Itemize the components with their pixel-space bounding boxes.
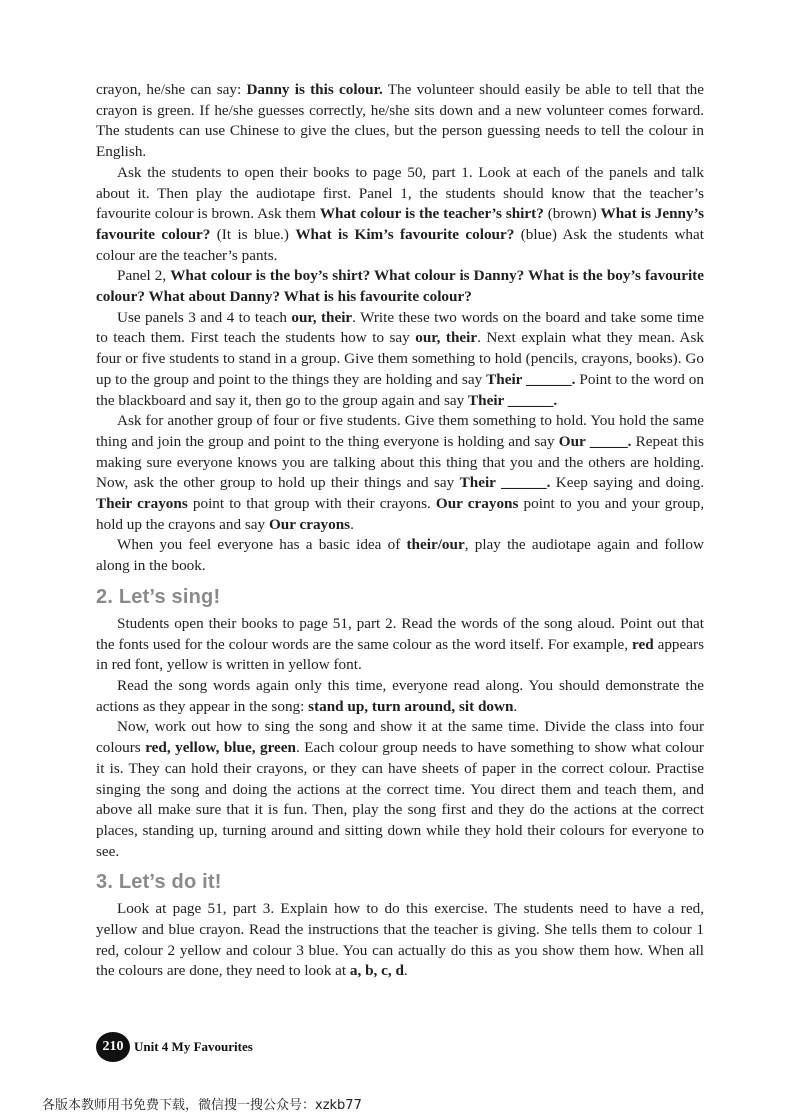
text-run: (brown) [543, 205, 601, 223]
paragraph [96, 535, 704, 576]
text-run: . [350, 515, 354, 533]
bold-phrase: Danny is this colour. [246, 81, 383, 98]
bold-phrase: What colour is the boy’s shirt? What colour is Danny? What is the boy’s favourite colour? What about Danny? What is his favourite colour? [96, 267, 704, 306]
text-run: . Each colour group needs to have something to show what colour it is. They can hold their crayons, or they can have sheets of paper in the correct colour. Practise singing the song and doing the actions at the correct time. You direct them and teach them, and above all make sure that it is fun. Then, play the song first and they do the actions at the correct places, standing up, turning around and sitting down while they hold their colours for everyone to see. [96, 739, 704, 860]
text-run: Repeat this making sure everyone knows you are talking about this thing that you and the others are holding. Now, ask the other group to hold up their things and say [96, 432, 704, 492]
text-run: Look at page 51, part 3. Explain how to do this exercise. The students need to have a red, yellow and blue crayon. Read the instructions that the teacher is giving. She tells them to colour 1 red, colour 2 yellow and colour 3 blue. You can actually do this as you show them how. When all the colours are done, they need to look at [96, 900, 704, 980]
bold-phrase: a, b, c, d [349, 962, 404, 980]
section-heading-lets-do-it: 3. Let’s do it! [96, 871, 222, 894]
text-run: . [513, 697, 518, 715]
paragraph [96, 614, 704, 676]
text-run: Point to the word on the blackboard and say it, then go to the group again and say [96, 370, 704, 409]
text-run: . Next explain what they mean. Ask four or five students to stand in a group. Give them something to hold (pencils, crayons, books). Go up to the group and point to the things they are holding and say [96, 329, 704, 388]
text-run: Ask for another group of four or five students. Give them something to hold. You hold the same thing and join the group and point to the thing everyone is holding and say [96, 412, 704, 450]
bold-phrase: What colour is the teacher’s shirt? [319, 205, 544, 223]
bold-phrase: Our _____. [558, 432, 632, 450]
text-run: The volunteer should easily be able to tell that the crayon is green. If he/she guesses correctly, he/she sits down and a new volunteer comes forward. The students can use Chinese to give the clues, but the person guessing needs to tell the colour in English. [96, 81, 704, 161]
text-run: point to that group with their crayons. [187, 495, 436, 513]
text-run: . [403, 962, 408, 980]
page-number-badge: 210 [96, 1032, 130, 1062]
paragraph [96, 308, 704, 412]
bold-phrase: What is Kim’s favourite colour? [295, 225, 515, 243]
paragraph [96, 266, 704, 307]
page-footer [96, 1032, 253, 1062]
bold-phrase: stand up, turn around, sit down [308, 697, 514, 715]
bold-phrase: their/our [406, 536, 465, 554]
section-heading-lets-sing: 2. Let’s sing! [96, 585, 221, 608]
text-run: Ask the students to open their books to page 50, part 1. Look at each of the panels and talk about it. Then play the audiotape first. Panel 1, the students should know that the teacher’s favourite colour is brown. Ask them [96, 163, 704, 223]
text-run: . Write these two words on the board and take some time to teach them. First teach the students how to say [96, 308, 704, 347]
text-run: When you feel everyone has a basic idea of [117, 536, 407, 554]
bold-phrase: Their crayons [96, 495, 188, 513]
bold-phrase: red, yellow, blue, green [145, 739, 296, 757]
text-run: (It is blue.) [210, 225, 296, 243]
page-content [96, 80, 704, 982]
text-run: appears in red font, yellow is written in yellow font. [96, 635, 704, 674]
text-run: Panel 2, [117, 267, 171, 285]
bold-phrase: Our crayons [268, 515, 351, 533]
bold-phrase: our, their [415, 329, 478, 347]
paragraph [96, 163, 704, 267]
paragraph [96, 80, 704, 163]
bold-phrase: our, their [291, 308, 353, 326]
paragraph [96, 899, 704, 982]
bold-phrase: What is Jenny’s favourite colour? [96, 205, 705, 243]
text-run: Read the song words again only this time, everyone read along. You should demonstrate the actions as they appear in the song: [96, 676, 704, 715]
unit-label: Unit 4 My Favourites [134, 1039, 253, 1054]
paragraph [96, 717, 704, 862]
watermark-text: 各版本教师用书免费下载，微信搜一搜公众号：xzkb77 [42, 1098, 362, 1113]
text-run: , play the audiotape again and follow along in the book. [96, 536, 704, 575]
text-run: Keep saying and doing. [550, 474, 704, 492]
paragraph [96, 411, 704, 535]
bold-phrase: Their ______. [486, 370, 576, 388]
bold-phrase: Their ______. [459, 474, 551, 492]
paragraph [96, 676, 704, 717]
text-run: crayon, he/she can say: [96, 81, 247, 98]
text-run: Students open their books to page 51, part 2. Read the words of the song aloud. Point out that the fonts used for the colour words are the same colour as the word itself. For example, [96, 614, 704, 653]
text-run: (blue) Ask the students what colour are the teacher’s pants. [96, 225, 704, 264]
text-run: Now, work out how to sing the song and show it at the same time. Divide the class into four colours [96, 718, 704, 757]
bold-phrase: red [632, 635, 654, 653]
bold-phrase: Our crayons [435, 495, 519, 513]
text-run: point to you and your group, hold up the crayons and say [96, 495, 705, 533]
text-run: Use panels 3 and 4 to teach [117, 308, 292, 326]
bold-phrase: Their ______. [468, 391, 558, 409]
